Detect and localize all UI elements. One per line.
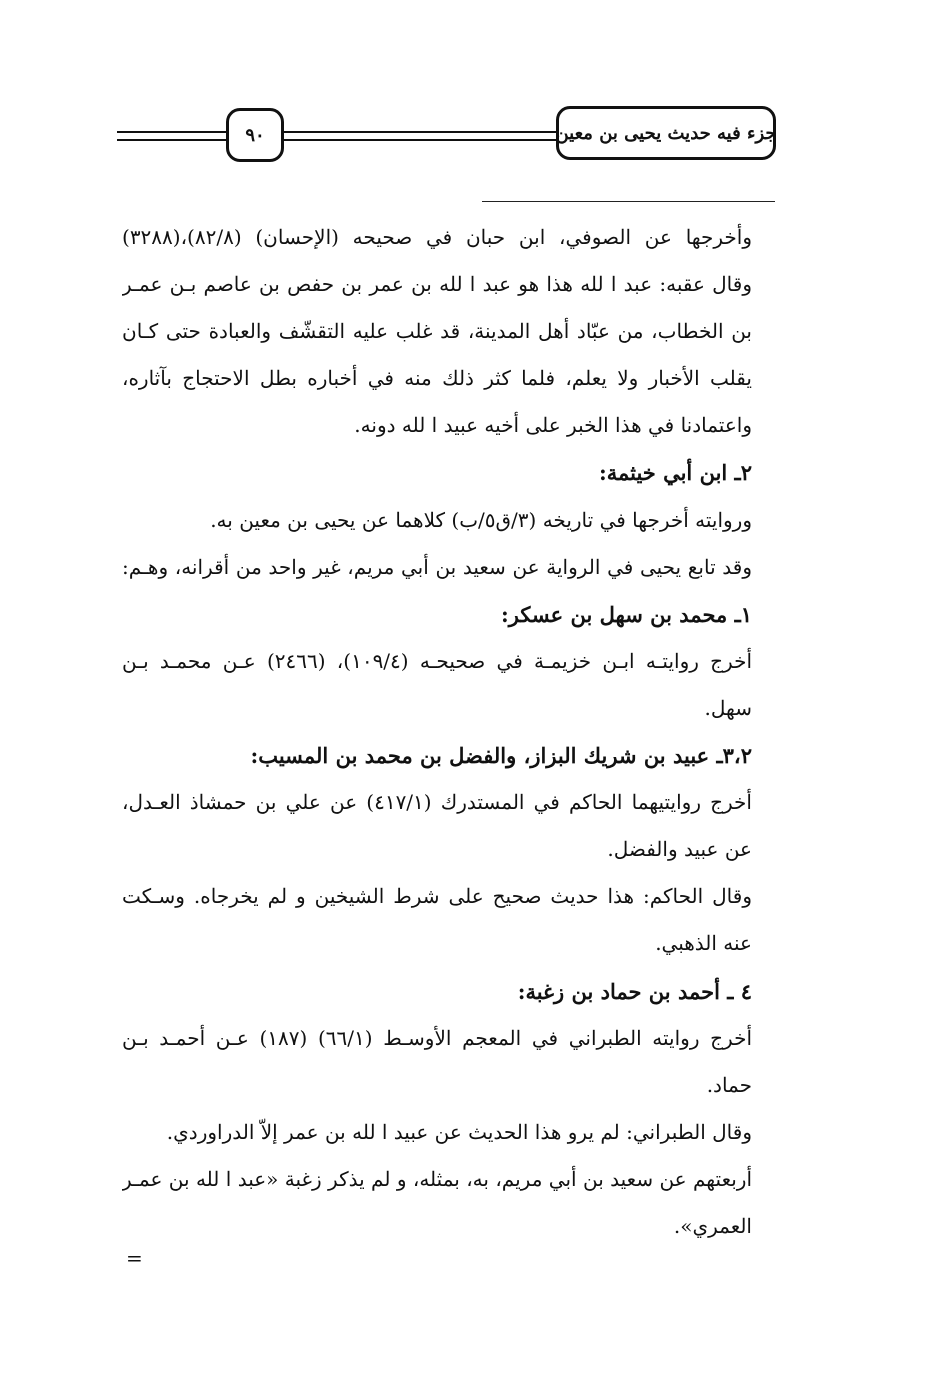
text-line: بن الخطاب، من عبّاد أهل المدينة، قد غلب عليه التقشّف والعبادة حتى كـان — [122, 319, 752, 344]
text-line: حماد. — [706, 1072, 752, 1097]
text-line: أخرج روايته الطبراني في المعجم الأوسـط (٦٦/١) (١٨٧) عـن أحمـد بـن — [122, 1025, 752, 1050]
section-heading: ١ـ محمد بن سهل بن عسكر: — [501, 601, 752, 627]
book-title-text: جزء فيه حديث يحيى بن معين — [555, 122, 777, 144]
header-rule-mid-top — [283, 131, 557, 133]
header-rule-left-bottom — [117, 139, 227, 141]
footnote-separator — [482, 201, 775, 202]
book-title — [556, 106, 776, 160]
text-line: عنه الذهبي. — [655, 931, 752, 956]
header-rule-left-top — [117, 131, 227, 133]
page-number-text: ٩٠ — [245, 124, 265, 146]
text-line: وقال عقبه: عبد ا لله هذا هو عبد ا لله بن عمر بن حفص بن عاصم بـن عمـر — [122, 272, 752, 297]
text-line: العمري». — [673, 1213, 752, 1238]
header-rule-mid-bottom — [283, 139, 557, 141]
text-line: وروايته أخرجها في تاريخه (٣/ق٥/ب) كلاهما عن يحيى بن معين به. — [210, 507, 752, 532]
text-line: وأخرجها عن الصوفي، ابن حبان في صحيحه (الإحسان) (٨٢/٨)،(٣٢٨٨) — [122, 225, 752, 249]
text-line: يقلب الأخبار ولا يعلم، فلما كثر ذلك منه في أخباره بطل الاحتجاج بآثاره، — [122, 366, 752, 391]
text-line: سهل. — [704, 695, 752, 720]
text-line: واعتمادنا في هذا الخبر على أخيه عبيد ا لله دونه. — [354, 413, 752, 438]
text-line: وقال الطبراني: لم يرو هذا الحديث عن عبيد ا لله بن عمر إلاّ الدراوردي. — [166, 1119, 752, 1144]
section-heading: ٤ ـ أحمد بن حماد بن زغبة: — [517, 978, 752, 1004]
section-heading: ٢ـ ابن أبي خيثمة: — [598, 460, 752, 486]
text-line: أخرج روايتيهما الحاكم في المستدرك (٤١٧/١) عن علي بن حمشاذ العـدل، — [122, 790, 752, 815]
page-body — [122, 214, 752, 1250]
page-number — [226, 108, 284, 162]
text-line: وقد تابع يحيى في الرواية عن سعيد بن أبي مريم، غير واحد من أقرانه، وهـم: — [122, 554, 752, 579]
text-line: أخرج روايتـه ابـن خزيمـة في صحيحـه (١٠٩/٤)، (٢٤٦٦) عـن محمـد بـن — [122, 648, 752, 673]
text-line: عن عبيد والفضل. — [607, 837, 752, 862]
text-line: وقال الحاكم: هذا حديث صحيح على شرط الشيخين و لم يخرجاه. وسـكت — [122, 884, 752, 909]
continuation-mark: = — [126, 1246, 143, 1270]
section-heading: ٣،٢ـ عبيد بن شريك البزاز، والفضل بن محمد بن المسيب: — [250, 743, 752, 769]
text-line: أربعتهم عن سعيد بن أبي مريم، به، بمثله، و لم يذكر زغبة «عبد ا لله بن عمـر — [122, 1166, 752, 1191]
